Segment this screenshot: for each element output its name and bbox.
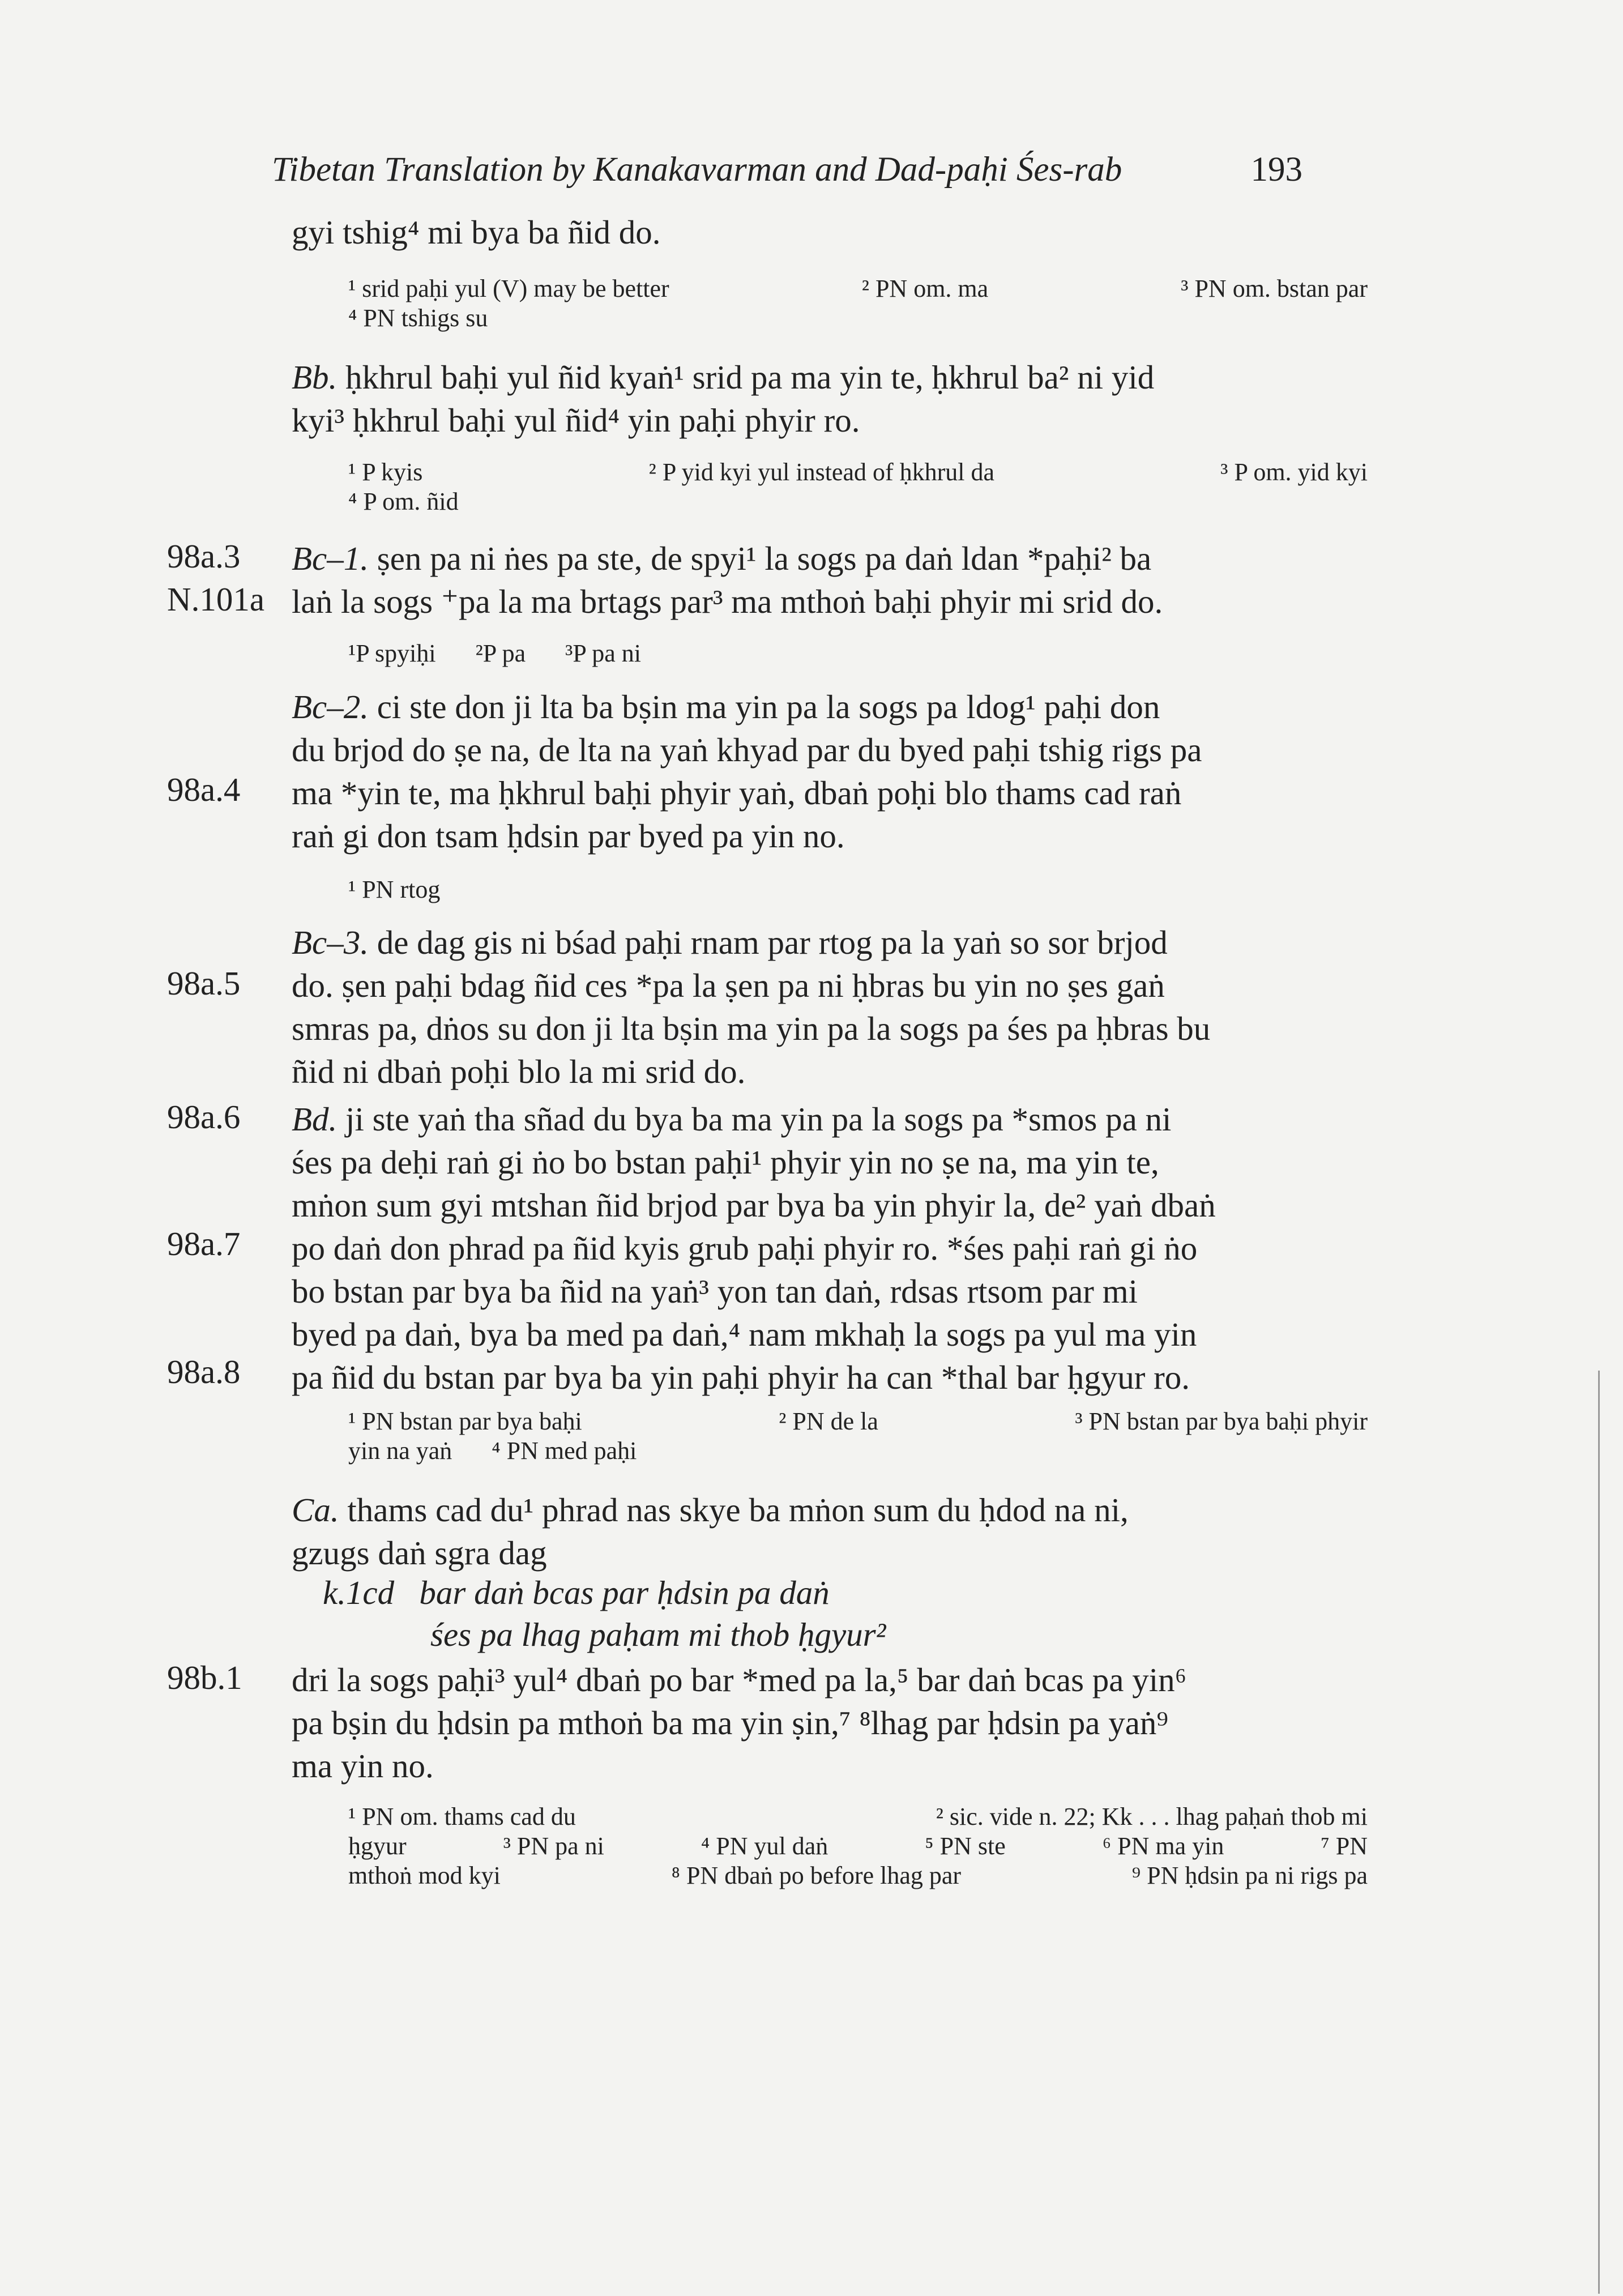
verse-text: śes pa lhag paḥam mi thob ḥgyur²: [430, 1616, 886, 1653]
footnote: ¹P spyiḥi: [348, 639, 436, 667]
footnote: ²P pa: [475, 639, 526, 667]
footnotes: [292, 458, 1368, 517]
footnote: ⁹ PN ḥdsin pa ni rigs pa: [1131, 1862, 1368, 1889]
text-line: śes pa deḥi raṅ gi ṅo bo bstan paḥi¹ phyir yin no ṣe na, ma yin te,: [292, 1143, 1159, 1181]
footnote: ⁷ PN: [1321, 1832, 1368, 1860]
section-ca-text: [292, 1658, 1311, 1787]
margin-ref: 98a.6: [167, 1098, 241, 1136]
paragraph-continuation: [292, 211, 1311, 254]
text-line: thams cad du¹ phrad nas skye ba mṅon sum du ḥdod na ni,: [347, 1491, 1129, 1529]
text-line: ji ste yaṅ tha sñad du bya ba ma yin pa la sogs pa *smos pa ni: [345, 1100, 1172, 1138]
text-line: smras pa, dṅos su don ji lta bṣin ma yin pa la sogs pa śes pa ḥbras bu: [292, 1010, 1211, 1047]
text-line: raṅ gi don tsam ḥdsin par byed pa yin no.: [292, 817, 845, 855]
running-header: [272, 150, 1302, 195]
text-line: ci ste don ji lta ba bṣin ma yin pa la sogs pa ldog¹ paḥi don: [377, 688, 1160, 725]
section-label: Bc–1.: [292, 540, 369, 577]
text-line: ma *yin te, ma ḥkhrul baḥi phyir yaṅ, dbaṅ poḥi blo thams cad raṅ: [292, 774, 1182, 812]
section-bd: [292, 1098, 1311, 1399]
section-ca: [292, 1488, 1311, 1574]
section-bc1: [292, 537, 1311, 623]
footnote: ⁴ PN med paḥi: [492, 1437, 637, 1465]
footnote: ² sic. vide n. 22; Kk . . . lhag paḥaṅ thob mi: [936, 1803, 1368, 1830]
section-bb: [292, 356, 1311, 442]
footnote: ³P pa ni: [565, 639, 641, 667]
section-bc3: [292, 921, 1311, 1093]
text-line: ḥkhrul baḥi yul ñid kyaṅ¹ srid pa ma yin te, ḥkhrul ba² ni yid: [345, 359, 1155, 396]
footnote: ⁴ PN yul daṅ: [701, 1832, 828, 1860]
footnote: ¹ PN om. thams cad du: [348, 1803, 576, 1830]
text-line: ma yin no.: [292, 1747, 434, 1785]
footnotes: [292, 1407, 1368, 1466]
text-line: laṅ la sogs ⁺pa la ma brtags par³ ma mthoṅ baḥi phyir mi srid do.: [292, 583, 1163, 620]
footnote: ² PN om. ma: [861, 275, 989, 302]
page-edge-shadow: [1598, 1371, 1600, 2294]
text-line: byed pa daṅ, bya ba med pa daṅ,⁴ nam mkhaḥ la sogs pa yul ma yin: [292, 1316, 1197, 1353]
margin-ref: 98a.3: [167, 537, 241, 575]
text-line: kyi³ ḥkhrul baḥi yul ñid⁴ yin paḥi phyir ro.: [292, 402, 860, 439]
footnote: ⁴ PN tshigs su: [348, 304, 488, 332]
running-title: Tibetan Translation by Kanakavarman and Dad-paḥi Śes-rab: [272, 151, 1122, 189]
text-line: po daṅ don phrad pa ñid kyis grub paḥi phyir ro. *śes paḥi raṅ gi ṅo: [292, 1230, 1198, 1267]
footnote: ³ P om. yid kyi: [1220, 458, 1368, 486]
margin-ref: N.101a: [167, 581, 265, 618]
footnote: ¹ PN rtog: [348, 876, 441, 903]
margin-ref: 98b.1: [167, 1659, 242, 1696]
margin-ref: 98a.8: [167, 1353, 241, 1390]
text-line: gyi tshig⁴ mi bya ba ñid do.: [292, 214, 661, 251]
verse-ref: k.1cd: [323, 1574, 395, 1611]
verse-line: [323, 1573, 830, 1612]
footnote: ḥgyur: [348, 1832, 407, 1860]
footnotes: [292, 1802, 1368, 1890]
margin-ref: 98a.7: [167, 1225, 241, 1262]
text-line: dri la sogs paḥi³ yul⁴ dbaṅ po bar *med pa la,⁵ bar daṅ bcas pa yin⁶: [292, 1661, 1187, 1698]
section-label: Bb.: [292, 359, 338, 396]
text-line: pa ñid du bstan par bya ba yin paḥi phyir ha can *thal bar ḥgyur ro.: [292, 1359, 1190, 1396]
footnotes: [292, 875, 1368, 904]
footnote: ⁸ PN dbaṅ po before lhag par: [671, 1862, 962, 1889]
text-line: do. ṣen paḥi bdag ñid ces *pa la ṣen pa ni ḥbras bu yin no ṣes gaṅ: [292, 967, 1165, 1004]
section-label: Bd.: [292, 1100, 338, 1138]
section-label: Bc–3.: [292, 924, 369, 961]
footnote: ³ PN bstan par bya baḥi phyir: [1075, 1407, 1368, 1435]
footnote: ² P yid kyi yul instead of ḥkhrul da: [648, 458, 995, 486]
footnote: yin na yaṅ: [348, 1437, 452, 1465]
footnote: ¹ srid paḥi yul (V) may be better: [348, 275, 669, 302]
footnote: ³ PN om. bstan par: [1181, 275, 1368, 302]
text-line: du brjod do ṣe na, de lta na yaṅ khyad par du byed paḥi tshig rigs pa: [292, 731, 1202, 769]
footnote: ³ PN pa ni: [503, 1832, 604, 1860]
section-bc2: [292, 685, 1311, 857]
verse-line: [430, 1615, 886, 1654]
margin-ref: 98a.5: [167, 965, 241, 1002]
footnote: ¹ PN bstan par bya baḥi: [348, 1407, 582, 1435]
text-line: ṣen pa ni ṅes pa ste, de spyi¹ la sogs pa daṅ ldan *paḥi² ba: [377, 540, 1152, 577]
footnotes: [292, 639, 1368, 668]
text-line: gzugs daṅ sgra dag: [292, 1534, 547, 1572]
footnote: ⁴ P om. ñid: [348, 488, 459, 515]
margin-ref: 98a.4: [167, 771, 241, 808]
section-label: Bc–2.: [292, 688, 369, 725]
text-line: bo bstan par bya ba ñid na yaṅ³ yon tan daṅ, rdsas rtsom par mi: [292, 1273, 1138, 1310]
verse-text: bar daṅ bcas par ḥdsin pa daṅ: [419, 1574, 830, 1611]
footnote: mthoṅ mod kyi: [348, 1862, 501, 1889]
footnote: ² PN de la: [779, 1407, 878, 1435]
footnote: ⁵ PN ste: [925, 1832, 1006, 1860]
footnote: ¹ P kyis: [348, 458, 423, 486]
footnotes: [292, 274, 1368, 333]
text-line: de dag gis ni bśad paḥi rnam par rtog pa la yaṅ so sor brjod: [377, 924, 1168, 961]
text-line: ñid ni dbaṅ poḥi blo la mi srid do.: [292, 1053, 746, 1090]
footnote: ⁶ PN ma yin: [1102, 1832, 1224, 1860]
text-line: pa bṣin du ḥdsin pa mthoṅ ba ma yin ṣin,⁷ ⁸lhag par ḥdsin pa yaṅ⁹: [292, 1704, 1168, 1742]
section-label: Ca.: [292, 1491, 339, 1529]
text-line: mṅon sum gyi mtshan ñid brjod par bya ba yin phyir la, de² yaṅ dbaṅ: [292, 1187, 1216, 1224]
page-number: 193: [1250, 151, 1302, 189]
